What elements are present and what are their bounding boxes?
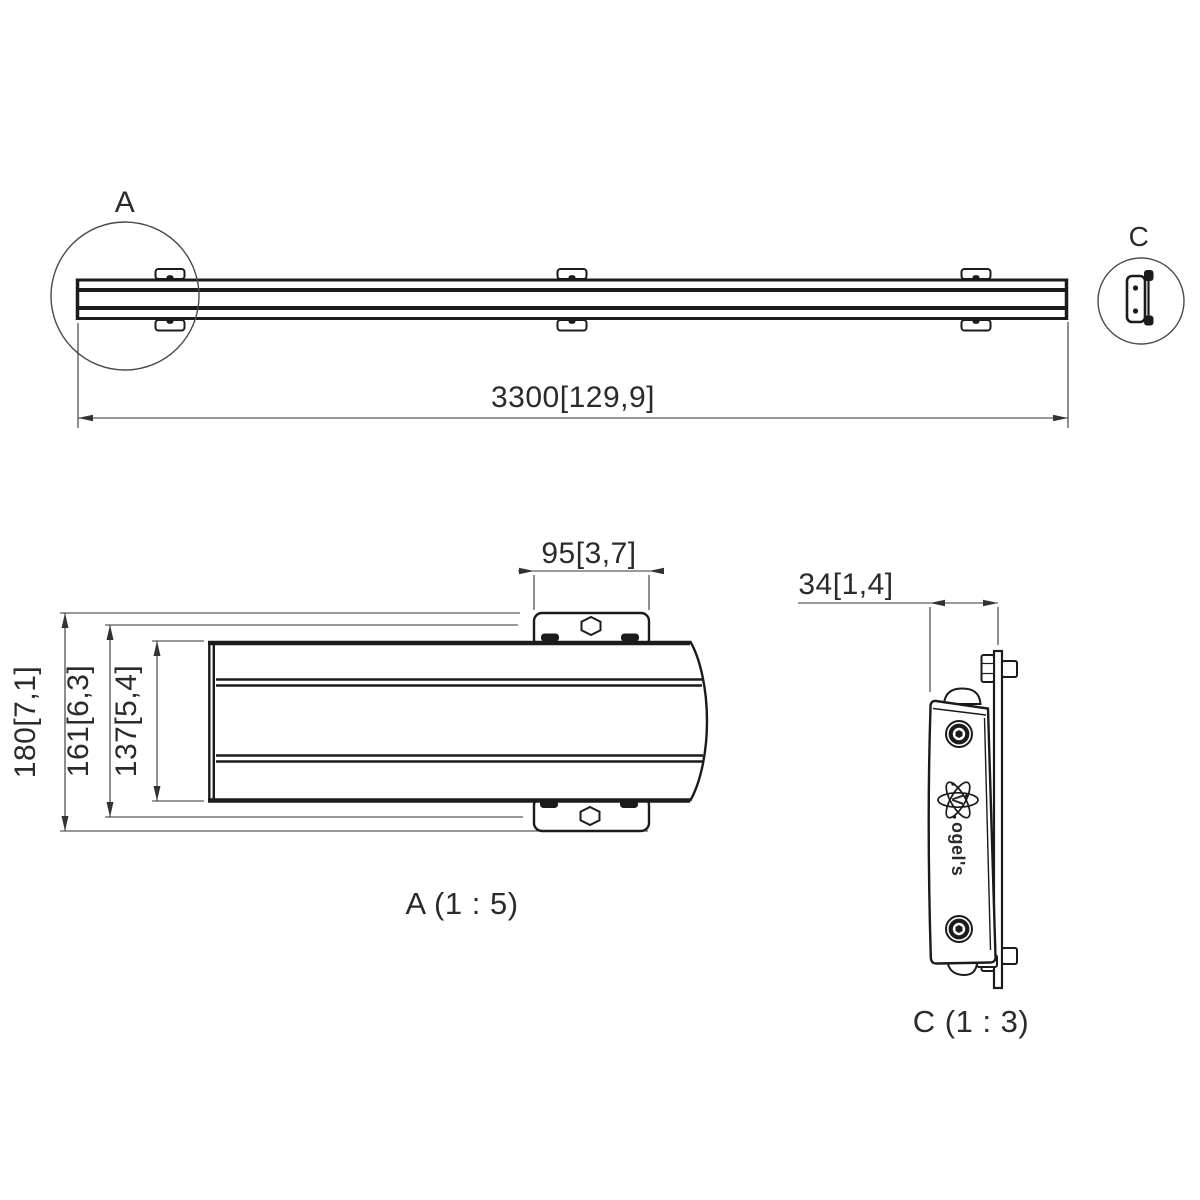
detail-a-title: A (1 : 5)	[405, 886, 519, 921]
arrowhead-down	[107, 802, 114, 817]
arrowhead-down	[154, 786, 161, 801]
clamp-top-lip	[944, 689, 981, 705]
bolt-tip	[1002, 661, 1017, 677]
clip-pin	[569, 275, 576, 280]
arrowhead-up	[62, 613, 69, 628]
top-view-rail	[51, 186, 1184, 428]
clip-pin	[167, 275, 174, 280]
depth-dimension	[798, 568, 998, 692]
overall-length-dimension	[78, 322, 1068, 428]
atom-electron	[951, 782, 954, 785]
rail-profile	[208, 641, 707, 803]
detail-c-marker-label: C	[1128, 221, 1150, 252]
arrowhead-right	[983, 600, 998, 607]
mini-screw-bottom	[1133, 308, 1138, 313]
bolt-tip	[1002, 948, 1017, 964]
dim-text-34: 34[1,4]	[798, 568, 894, 601]
arrowhead-left	[78, 415, 93, 422]
clip-pin	[167, 319, 174, 324]
arrowhead-down	[62, 816, 69, 831]
atom-electron	[953, 815, 956, 818]
dim-text-161: 161[6,3]	[62, 664, 95, 778]
rail-body	[76, 275, 1068, 324]
arrowhead-up	[154, 641, 161, 656]
detail-a-circle	[51, 222, 199, 370]
clip-pin	[973, 275, 980, 280]
bracket-width-dimension	[518, 537, 664, 610]
detail-a-view	[9, 537, 707, 921]
mini-clamp	[1127, 276, 1145, 322]
detail-a-marker-label: A	[114, 186, 136, 219]
arrowhead-left	[649, 568, 664, 575]
screw-hole-top	[946, 721, 972, 747]
detail-c-view	[798, 568, 1029, 1039]
bracket-slot	[541, 634, 559, 642]
rail-face	[208, 645, 707, 799]
logo-v-letter: V	[948, 794, 965, 806]
arrowhead-left	[930, 600, 945, 607]
dim-text-180: 180[7,1]	[9, 665, 42, 779]
overall-length-text: 3300[129,9]	[491, 381, 655, 414]
detail-c-marker	[1098, 258, 1184, 344]
arrowhead-right	[1053, 415, 1068, 422]
mini-screw-top	[1133, 285, 1138, 290]
detail-c-title: C (1 : 3)	[912, 1004, 1030, 1039]
logo-text: ogel's	[948, 822, 968, 877]
clip-pin	[973, 319, 980, 324]
dim-text-95: 95[3,7]	[541, 537, 637, 570]
arrowhead-up	[107, 625, 114, 640]
bracket-slot	[621, 634, 639, 642]
hex-nut	[581, 807, 600, 825]
bolt-head	[982, 655, 995, 682]
arrowhead-right	[519, 568, 534, 575]
screw-hole-bottom	[946, 916, 972, 942]
clip-pin	[569, 319, 576, 324]
hex-nut	[582, 617, 601, 635]
dim-text-137: 137[5,4]	[110, 664, 143, 778]
